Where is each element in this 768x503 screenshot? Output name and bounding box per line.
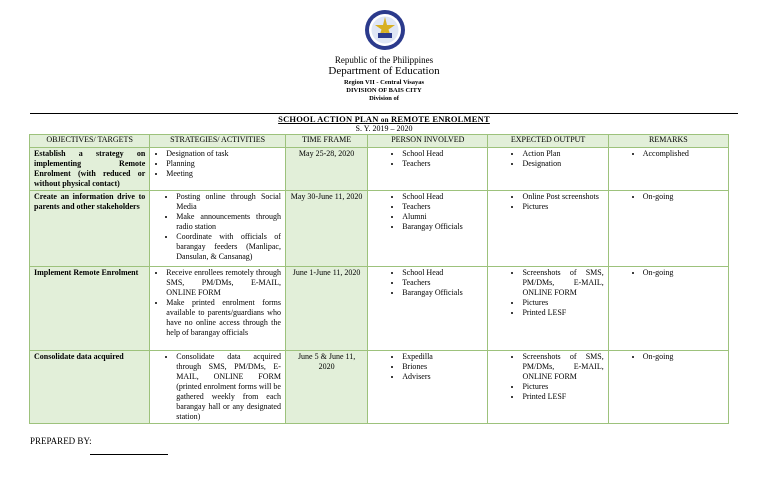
strategies-cell: [150, 267, 286, 351]
list-item: • Printed LESF: [522, 308, 603, 318]
list-item: • School Head: [402, 268, 483, 278]
list-item: • School Head: [402, 149, 483, 159]
list-item: • Consolidate data acquired through SMS, PM/DMs, E-MAIL, ONLINE FORM (printed enrolment forms will be gathered weekly from each barangay hall or any designated station): [176, 352, 281, 422]
action-plan-table: [29, 134, 729, 424]
list-item: • Planning: [166, 159, 281, 169]
deped-seal-icon: [364, 9, 406, 51]
table-row: [30, 267, 729, 351]
header-persons: PERSON INVOLVED: [368, 135, 488, 148]
list-item: • Action Plan: [522, 149, 603, 159]
strategies-cell: [150, 191, 286, 267]
list-item: • On-going: [643, 352, 724, 362]
objective-cell: Consolidate data acquired: [30, 351, 150, 424]
time-frame-cell: June 1-June 11, 2020: [285, 267, 367, 351]
list-item: • Screenshots of SMS, PM/DMs, E-MAIL, ONLINE FORM: [522, 352, 603, 382]
department-name: Department of Education: [328, 65, 440, 77]
list-item: • Accomplished: [643, 149, 724, 159]
list-item: • Make printed enrolment forms available to parents/guardians who have no online access through the help of barangay officials: [166, 298, 281, 338]
objective-cell: Establish a strategy on implementing Remote Enrolment (with reduced or without physical contact): [30, 148, 150, 191]
list-item: • Teachers: [402, 278, 483, 288]
output-cell: [488, 351, 608, 424]
division-city-line: DIVISION OF BAIS CITY: [346, 87, 422, 94]
remarks-cell: [608, 351, 728, 424]
time-frame-cell: May 30-June 11, 2020: [285, 191, 367, 267]
list-item: • Screenshots of SMS, PM/DMs, E-MAIL, ONLINE FORM: [522, 268, 603, 298]
output-cell: [488, 191, 608, 267]
remarks-cell: [608, 267, 728, 351]
division-of-line: Division of: [369, 95, 399, 102]
list-item: • Barangay Officials: [402, 222, 483, 232]
table-row: [30, 191, 729, 267]
table-header-row: [30, 135, 729, 148]
list-item: • Designation: [522, 159, 603, 169]
list-item: • On-going: [643, 268, 724, 278]
output-cell: [488, 267, 608, 351]
output-cell: [488, 148, 608, 191]
strategies-cell: [150, 351, 286, 424]
list-item: • Receive enrollees remotely through SMS, PM/DMs, E-MAIL, ONLINE FORM: [166, 268, 281, 298]
table-row: [30, 148, 729, 191]
time-frame-cell: May 25-28, 2020: [285, 148, 367, 191]
list-item: • Advisers: [402, 372, 483, 382]
list-item: • Pictures: [522, 382, 603, 392]
republic-line: Republic of the Philippines: [334, 55, 434, 65]
header-time-frame: TIME FRAME: [285, 135, 367, 148]
list-item: • Online Post screenshots: [522, 192, 603, 202]
school-year: S. Y. 2019 – 2020: [355, 124, 413, 133]
list-item: • Briones: [402, 362, 483, 372]
strategies-cell: [150, 148, 286, 191]
page-title: [0, 115, 768, 124]
remarks-cell: [608, 191, 728, 267]
signature-line: [90, 454, 168, 455]
list-item: • School Head: [402, 192, 483, 202]
list-item: • Posting online through Social Media: [176, 192, 281, 212]
time-frame-cell: June 5 & June 11, 2020: [285, 351, 367, 424]
list-item: • Expedilla: [402, 352, 483, 362]
header-output: EXPECTED OUTPUT: [488, 135, 608, 148]
list-item: • Pictures: [522, 202, 603, 212]
title-post: REMOTE ENROLMENT: [388, 114, 490, 124]
list-item: • Alumni: [402, 212, 483, 222]
list-item: • Teachers: [402, 159, 483, 169]
list-item: • Coordinate with officials of barangay feeders (Manlipac, Dansulan, & Cansanag): [176, 232, 281, 262]
list-item: • On-going: [643, 192, 724, 202]
persons-cell: [368, 148, 488, 191]
header-remarks: REMARKS: [608, 135, 728, 148]
persons-cell: [368, 267, 488, 351]
title-on: on: [380, 116, 389, 124]
prepared-by-label: PREPARED BY:: [30, 436, 92, 446]
title-pre: SCHOOL ACTION PLAN: [278, 114, 381, 124]
objective-cell: Implement Remote Enrolment: [30, 267, 150, 351]
list-item: • Pictures: [522, 298, 603, 308]
list-item: • Designation of task: [166, 149, 281, 159]
region-line: Region VII - Central Visayas: [343, 79, 425, 86]
list-item: • Meeting: [166, 169, 281, 179]
header-objectives: OBJECTIVES/ TARGETS: [30, 135, 150, 148]
header-strategies: STRATEGIES/ ACTIVITIES: [150, 135, 286, 148]
table-row: [30, 351, 729, 424]
list-item: • Make announcements through radio station: [176, 212, 281, 232]
list-item: • Printed LESF: [522, 392, 603, 402]
list-item: • Teachers: [402, 202, 483, 212]
persons-cell: [368, 351, 488, 424]
objective-cell: Create an information drive to parents and other stakeholders: [30, 191, 150, 267]
list-item: • Barangay Officials: [402, 288, 483, 298]
remarks-cell: [608, 148, 728, 191]
persons-cell: [368, 191, 488, 267]
